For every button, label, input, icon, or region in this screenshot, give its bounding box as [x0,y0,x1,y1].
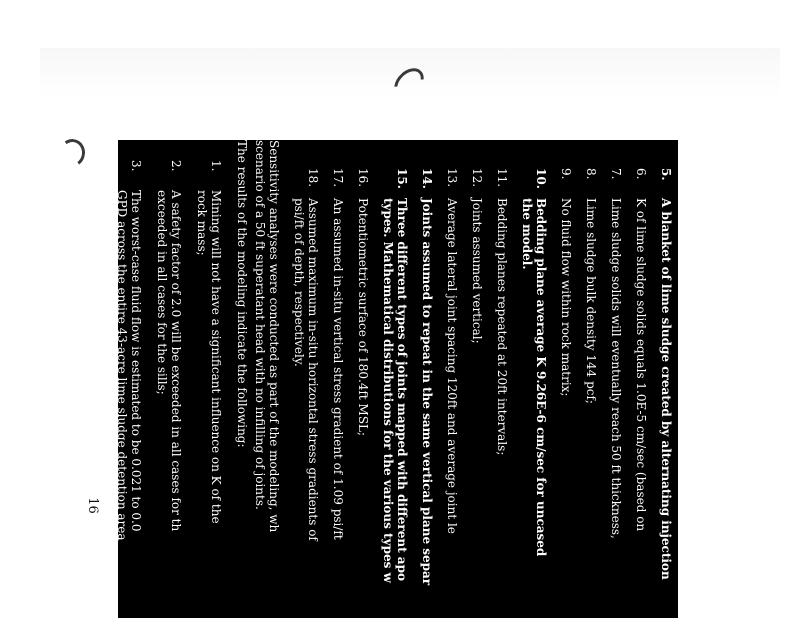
scanned-text-block [115,140,678,618]
list-item: 18.Assumed maximum in-situ horizontal stress gradients of [306,168,320,541]
rotated-document-text [115,140,678,618]
result-item: 2.A safety factor of 2.0 will be exceeded in all cases for th [169,160,183,532]
list-item: 5.A blanket of lime sludge created by alternating injection [659,168,673,580]
punch-hole-mark [57,137,87,169]
result-item-continuation: GPD across the entire 43-acre lime sludge detention area [115,190,129,541]
list-item: 10.Bedding plane average K 9.26E-6 cm/sec for uncased [534,168,548,557]
list-item: 17.An assumed in-situ vertical stress gradient of 1.09 psi/ft [331,168,345,540]
result-item: 1.Mining will not have a significant influence on K of the [209,160,223,524]
result-item-continuation: exceeded in all cases for the sills; [155,190,169,395]
list-item-continuation: types. Mathematical distributions for the various types w [381,198,395,583]
list-item: 15.Three different types of joints mapped with different apo [395,168,409,581]
list-item: 9.No fluid flow within rock matrix; [559,168,573,397]
list-item: 14.Joints assumed to repeat in the same vertical plane separ [420,168,434,586]
list-item: 7.Lime sludge solids will eventually reach 50 ft thickness, [609,168,623,539]
list-item: 13.Average lateral joint spacing 120ft and average joint le [445,168,459,534]
list-item: 11.Bedding planes repeated at 20ft intervals; [495,168,509,456]
list-item-continuation: psi/ft of depth, respectively. [292,198,306,367]
paragraph: scenario of a 50 ft superatant head with no infilling of joints. [253,140,267,510]
paragraph: Sensitivity analyses were conducted as part of the modeling, wh [267,140,281,533]
page-number: 16 [84,497,100,514]
result-item-continuation: rock mass; [195,190,209,256]
list-item: 6.K of lime sludge solids equals 1.0E-5 cm/sec (based on [634,168,648,532]
list-item: 8.Lime sludge bulk density 144 pcf; [584,168,598,404]
result-item: 3.The worst-case fluid flow is estimated to be 0.021 to 0.0 [129,160,143,532]
paragraph: The results of the modeling indicate the following: [235,140,249,448]
list-item-continuation: the model. [520,198,534,270]
list-item: 12.Joints assumed vertical; [470,168,484,344]
list-item: 16.Potentiometric surface of 180.4ft MSL; [356,168,370,437]
